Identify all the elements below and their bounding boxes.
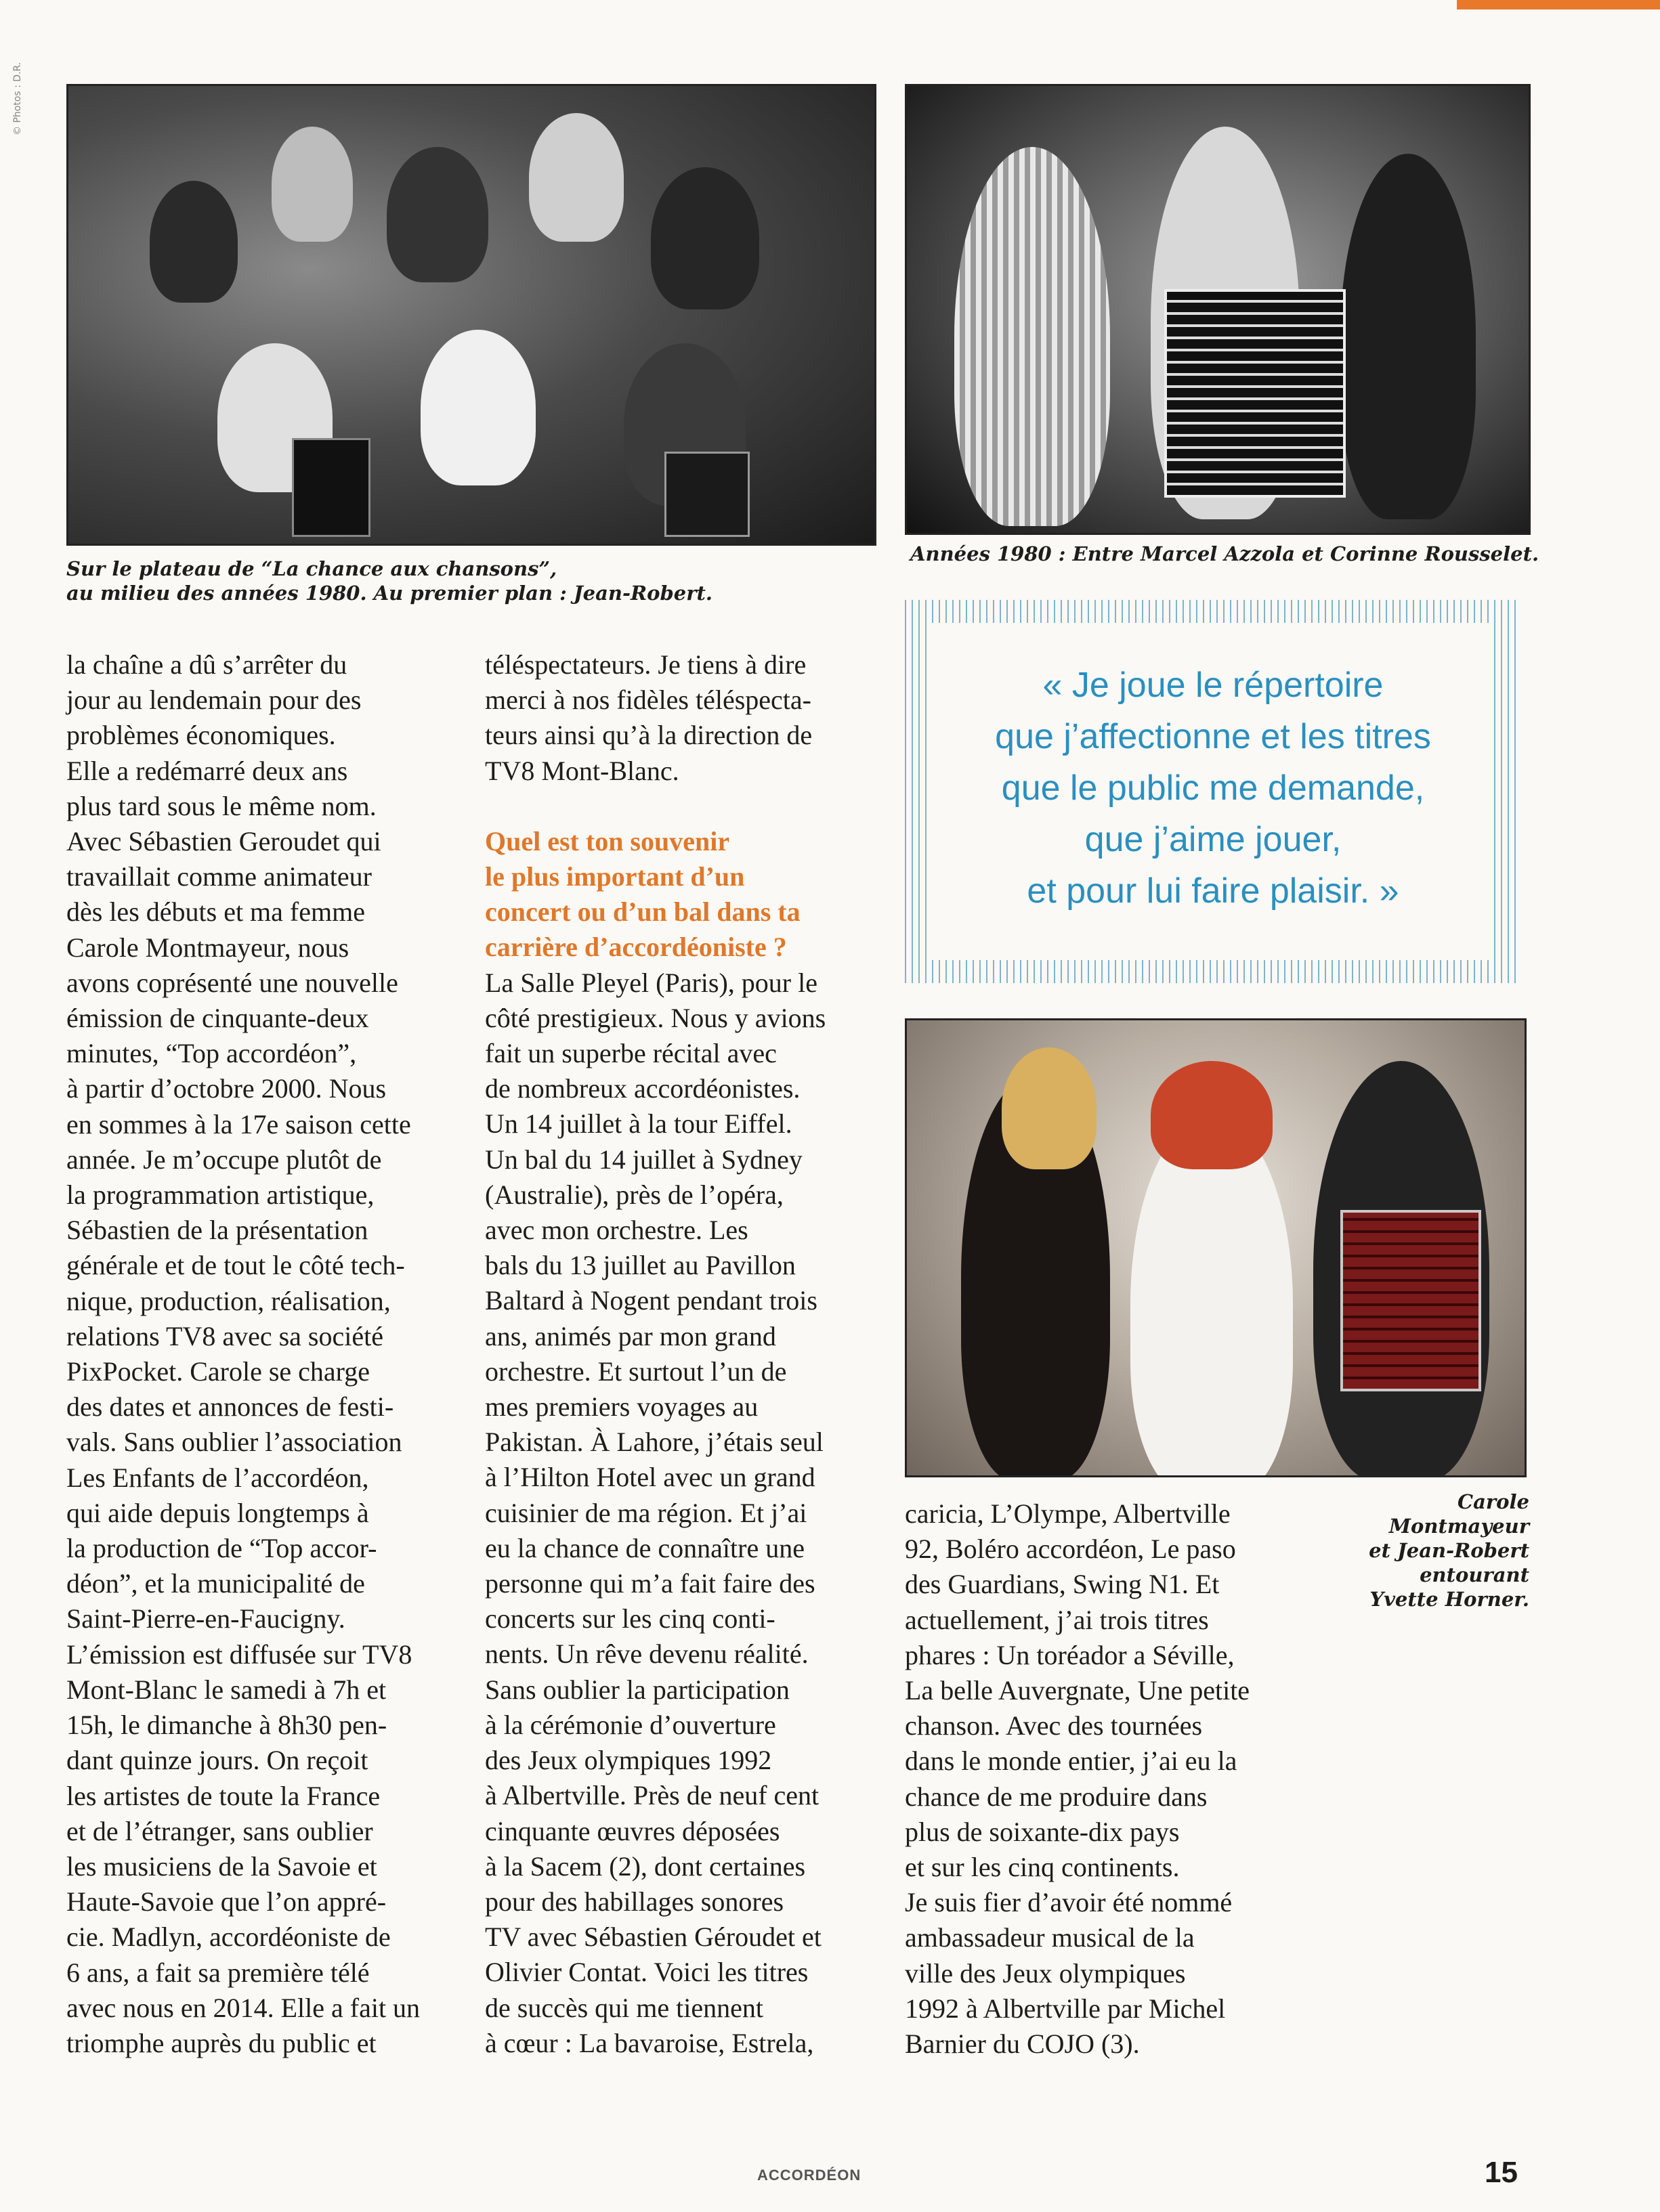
article-column-1 [66, 647, 459, 2061]
text-line: eu la chance de connaître une [485, 1532, 805, 1563]
text-line: à cœur : La bavaroise, Estrela, [485, 2027, 814, 2058]
pull-quote-line: que j’aime jouer, [1084, 820, 1342, 859]
text-line: travaillait comme animateur [66, 861, 372, 892]
text-line: les artistes de toute la France [66, 1780, 381, 1811]
text-line: plus de soixante-dix pays [905, 1816, 1180, 1847]
text-line: 6 ans, a fait sa première télé [66, 1957, 370, 1988]
text-line: Baltard à Nogent pendant trois [485, 1285, 817, 1316]
text-line: vals. Sans oublier l’association [66, 1427, 402, 1458]
text-line: à partir d’octobre 2000. Nous [66, 1073, 387, 1104]
text-line: teurs ainsi qu’à la direction de [485, 720, 813, 751]
text-line: TV8 Mont-Blanc. [485, 755, 679, 786]
caption-photo-1 [66, 557, 712, 605]
text-line: et de l’étranger, sans oublier [66, 1815, 373, 1846]
text-line: à la Sacem (2), dont certaines [485, 1850, 806, 1882]
text-line: des Jeux olympiques 1992 [485, 1745, 772, 1776]
text-line: 15h, le dimanche à 8h30 pen- [66, 1710, 387, 1741]
article-column-2 [485, 647, 878, 2061]
text-line: Haute-Savoie que l’on appré- [66, 1886, 387, 1917]
pull-quote-box [905, 600, 1521, 983]
text-line: nents. Un rêve devenu réalité. [485, 1639, 809, 1670]
text-line: dant quinze jours. On reçoit [66, 1745, 368, 1776]
text-line: fait un superbe récital avec [485, 1038, 777, 1069]
caption-photo-1-line-2: au milieu des années 1980. Au premier plan : Jean-Robert. [66, 582, 712, 605]
text-line: dans le monde entier, j’ai eu la [905, 1745, 1237, 1777]
text-line: La belle Auvergnate, Une petite [905, 1675, 1250, 1706]
text-line: nique, production, réalisation, [66, 1285, 391, 1316]
text-line: Sébastien de la présentation [66, 1215, 368, 1246]
caption-photo-3-line: Carole [1457, 1490, 1529, 1513]
text-line: Avec Sébastien Geroudet qui [66, 826, 381, 857]
text-line: ville des Jeux olympiques [905, 1957, 1186, 1989]
text-line: orchestre. Et surtout l’un de [485, 1356, 787, 1387]
text-line: cie. Madlyn, accordéoniste de [66, 1922, 391, 1953]
text-line: Pakistan. À Lahore, j’étais seul [485, 1427, 824, 1458]
interview-question: Quel est ton souvenir [485, 825, 730, 856]
text-line: à la cérémonie d’ouverture [485, 1709, 776, 1740]
text-line: bals du 13 juillet au Pavillon [485, 1250, 796, 1281]
article-column-3 [905, 1496, 1311, 2062]
text-line: Les Enfants de l’accordéon, [66, 1462, 369, 1493]
hatch-bottom [905, 960, 1521, 983]
caption-photo-3-line: entourant [1420, 1563, 1529, 1586]
caption-photo-2: Années 1980 : Entre Marcel Azzola et Corinne Rousselet. [910, 542, 1539, 565]
text-line: la production de “Top accor- [66, 1533, 377, 1564]
text-line: Olivier Contat. Voici les titres [485, 1957, 809, 1988]
caption-photo-3-line: Yvette Horner. [1369, 1588, 1529, 1611]
text-line: des Guardians, Swing N1. Et [905, 1569, 1220, 1600]
text-line: dès les débuts et ma femme [66, 896, 365, 928]
text-line: ambassadeur musical de la [905, 1922, 1195, 1953]
text-line: Carole Montmayeur, nous [66, 932, 349, 963]
text-line: chanson. Avec des tournées [905, 1710, 1203, 1741]
text-line: ans, animés par mon grand [485, 1320, 776, 1351]
text-line: générale et de tout le côté tech- [66, 1250, 405, 1281]
text-line: année. Je m’occupe plutôt de [66, 1144, 382, 1175]
text-line: actuellement, j’ai trois titres [905, 1604, 1209, 1635]
text-line: cuisinier de ma région. Et j’ai [485, 1497, 807, 1528]
text-line: qui aide depuis longtemps à [66, 1497, 369, 1528]
text-line: triomphe auprès du public et [66, 2027, 377, 2058]
text-line: TV avec Sébastien Géroudet et [485, 1922, 822, 1953]
text-line: à l’Hilton Hotel avec un grand [485, 1462, 815, 1493]
caption-photo-1-line-1: Sur le plateau de “La chance aux chansons”, [66, 557, 557, 580]
text-line: Saint-Pierre-en-Faucigny. [66, 1603, 345, 1634]
text-line: PixPocket. Carole se charge [66, 1356, 370, 1387]
text-line: 92, Boléro accordéon, Le paso [905, 1534, 1236, 1565]
text-line: Un 14 juillet à la tour Eiffel. [485, 1108, 792, 1140]
text-line: émission de cinquante-deux [66, 1003, 369, 1034]
caption-photo-3-line: Montmayeur [1388, 1515, 1529, 1538]
text-line: concerts sur les cinq conti- [485, 1603, 775, 1634]
text-line: personne qui m’a fait faire des [485, 1568, 815, 1599]
text-line: avec nous en 2014. Elle a fait un [66, 1992, 421, 2023]
text-line: 1992 à Albertville par Michel [905, 1993, 1226, 2024]
interview-question: le plus important d’un [485, 861, 745, 892]
text-line: de nombreux accordéonistes. [485, 1073, 801, 1104]
text-line: côté prestigieux. Nous y avions [485, 1002, 826, 1033]
text-line: La Salle Pleyel (Paris), pour le [485, 967, 817, 998]
text-line: minutes, “Top accordéon”, [66, 1038, 357, 1069]
text-line: Un bal du 14 juillet à Sydney [485, 1144, 803, 1175]
text-line: problèmes économiques. [66, 720, 336, 751]
photo-chance-aux-chansons [66, 84, 876, 546]
text-line: avec mon orchestre. Les [485, 1215, 748, 1246]
pull-quote-line: que j’affectionne et les titres [995, 717, 1431, 756]
text-line: mes premiers voyages au [485, 1391, 759, 1423]
pull-quote-line: que le public me demande, [1001, 768, 1425, 808]
text-line: la chaîne a dû s’arrêter du [66, 649, 347, 680]
interview-question: concert ou d’un bal dans ta [485, 896, 801, 928]
text-line: déon”, et la municipalité de [66, 1568, 365, 1599]
photo-azzola-rousselet [905, 84, 1531, 535]
photo-yvette-horner [905, 1018, 1527, 1477]
text-line: plus tard sous le même nom. [66, 790, 377, 821]
orange-corner-tab [1457, 0, 1660, 9]
text-line: (Australie), près de l’opéra, [485, 1179, 784, 1210]
text-line: phares : Un toréador a Séville, [905, 1639, 1235, 1670]
text-line: et sur les cinq continents. [905, 1852, 1180, 1883]
text-line: à Albertville. Près de neuf cent [485, 1780, 820, 1811]
text-line: les musiciens de la Savoie et [66, 1850, 377, 1882]
pull-quote-line: « Je joue le répertoire [1042, 666, 1384, 705]
text-line: Elle a redémarré deux ans [66, 755, 348, 786]
text-line: pour des habillages sonores [485, 1886, 784, 1917]
text-line: relations TV8 avec sa société [66, 1320, 383, 1351]
text-line: cinquante œuvres déposées [485, 1815, 780, 1846]
interview-question: carrière d’accordéoniste ? [485, 932, 787, 963]
footer-magazine-name: ACCORDÉON [757, 2167, 861, 2184]
page-number: 15 [1485, 2156, 1518, 2189]
text-line: Mont-Blanc le samedi à 7h et [66, 1674, 387, 1705]
text-line: jour au lendemain pour des [66, 685, 362, 716]
pull-quote-line: et pour lui faire plaisir. » [1027, 871, 1399, 911]
text-line: des dates et annonces de festi- [66, 1391, 394, 1423]
text-line: merci à nos fidèles téléspecta- [485, 685, 811, 716]
text-line: en sommes à la 17e saison cette [66, 1108, 411, 1140]
text-line: avons coprésenté une nouvelle [66, 967, 398, 998]
caption-photo-3 [1355, 1490, 1529, 1611]
caption-photo-3-line: et Jean-Robert [1369, 1539, 1529, 1562]
pull-quote [925, 659, 1501, 917]
text-line: téléspectateurs. Je tiens à dire [485, 649, 807, 680]
text-line: Sans oublier la participation [485, 1674, 790, 1705]
photo-credit: © Photos : D.R. [12, 62, 23, 135]
text-line: Barnier du COJO (3). [905, 2029, 1140, 2060]
text-line: caricia, L’Olympe, Albertville [905, 1498, 1231, 1529]
text-line: de succès qui me tiennent [485, 1992, 763, 2023]
hatch-top [905, 600, 1521, 623]
text-line: la programmation artistique, [66, 1179, 375, 1211]
text-line: chance de me produire dans [905, 1781, 1208, 1812]
text-line: L’émission est diffusée sur TV8 [66, 1639, 412, 1670]
text-line: Je suis fier d’avoir été nommé [905, 1887, 1233, 1918]
